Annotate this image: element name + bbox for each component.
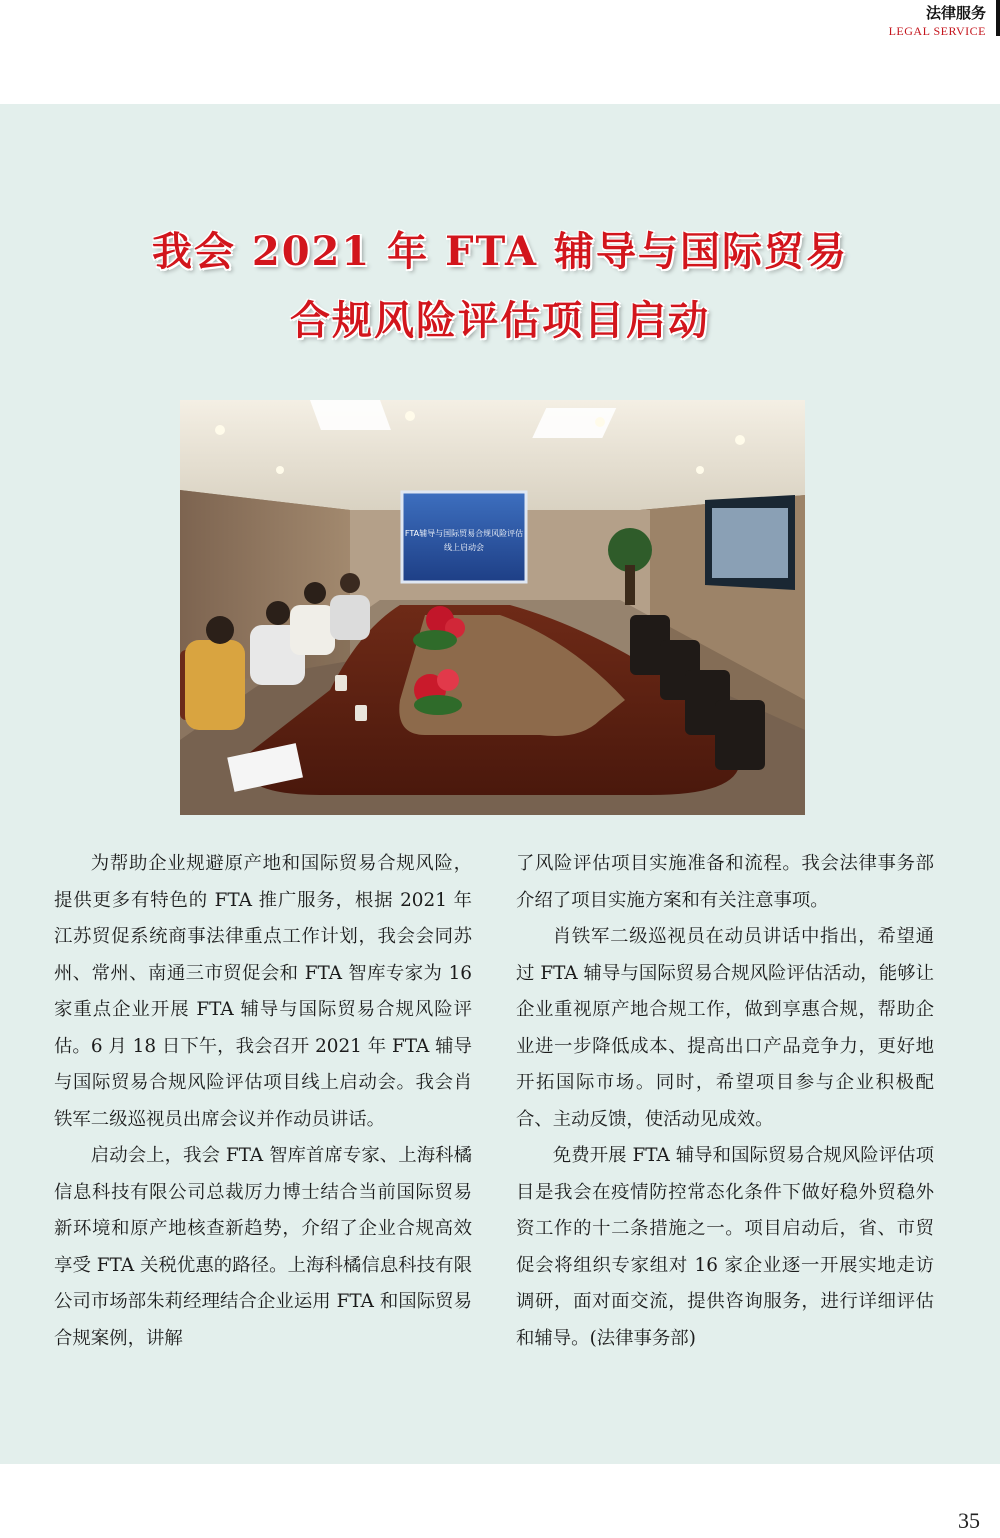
- meeting-photo: [180, 400, 805, 815]
- article-paragraph-2: 启动会上，我会 FTA 智库首席专家、上海科橘信息科技有限公司总裁厉力博士结合当前国际贸易新环境和原产地核查新趋势，介绍了企业合规高效享受 FTA 关税优惠的路径。上海科橘信息科技有限公司市场部朱莉经理结合企业运用 FTA 和国际贸易合规案例，讲解: [54, 1145, 472, 1349]
- article-paragraph-3: 肖铁军二级巡视员在动员讲话中指出，希望通过 FTA 辅导与国际贸易合规风险评估活动，能够让企业重视原产地合规工作，做到享惠合规，帮助企业进一步降低成本、提高出口产品竞争力，更好地开拓国际市场。同时，希望项目参与企业积极配合、主动反馈，使活动见成效。: [516, 926, 934, 1130]
- article-paragraph-4: 免费开展 FTA 辅导和国际贸易合规风险评估项目是我会在疫情防控常态化条件下做好稳外贸稳外资工作的十二条措施之一。项目启动后，省、市贸促会将组织专家组对 16 家企业逐一开展实地走访调研，面对面交流，提供咨询服务，进行详细评估和辅导。(法律事务部): [516, 1145, 934, 1349]
- section-title-cn: 法律服务: [925, 4, 986, 22]
- screen-text-line2: 线上启动会: [444, 543, 484, 552]
- header-bar: [996, 0, 1000, 36]
- article-paragraph-2-continued: 了风险评估项目实施准备和流程。我会法律事务部介绍了项目实施方案和有关注意事项。: [516, 853, 934, 911]
- section-title-en: LEGAL SERVICE: [888, 24, 986, 38]
- article-paragraph-1: 为帮助企业规避原产地和国际贸易合规风险，提供更多有特色的 FTA 推广服务，根据 2021 年江苏贸促系统商事法律重点工作计划，我会会同苏州、常州、南通三市贸促会和 FTA 智库专家为 16 家重点企业开展 FTA 辅导与国际贸易合规风险评估。6 月 18 日下午，我会召开 2021 年 FTA 辅导与国际贸易合规风险评估项目线上启动会。我会肖铁军二级巡视员出席会议并作动员讲话。: [54, 853, 472, 1130]
- screen-text-line1: FTA辅导与国际贸易合规风险评估: [404, 529, 524, 538]
- article-title-line2: 合规风险评估项目启动: [290, 297, 710, 344]
- article-column-right: [516, 846, 934, 1357]
- article-title-line1: 我会 2021 年 FTA 辅导与国际贸易: [151, 228, 849, 275]
- article-column-left: [54, 846, 472, 1357]
- page-number: 35: [958, 1508, 980, 1533]
